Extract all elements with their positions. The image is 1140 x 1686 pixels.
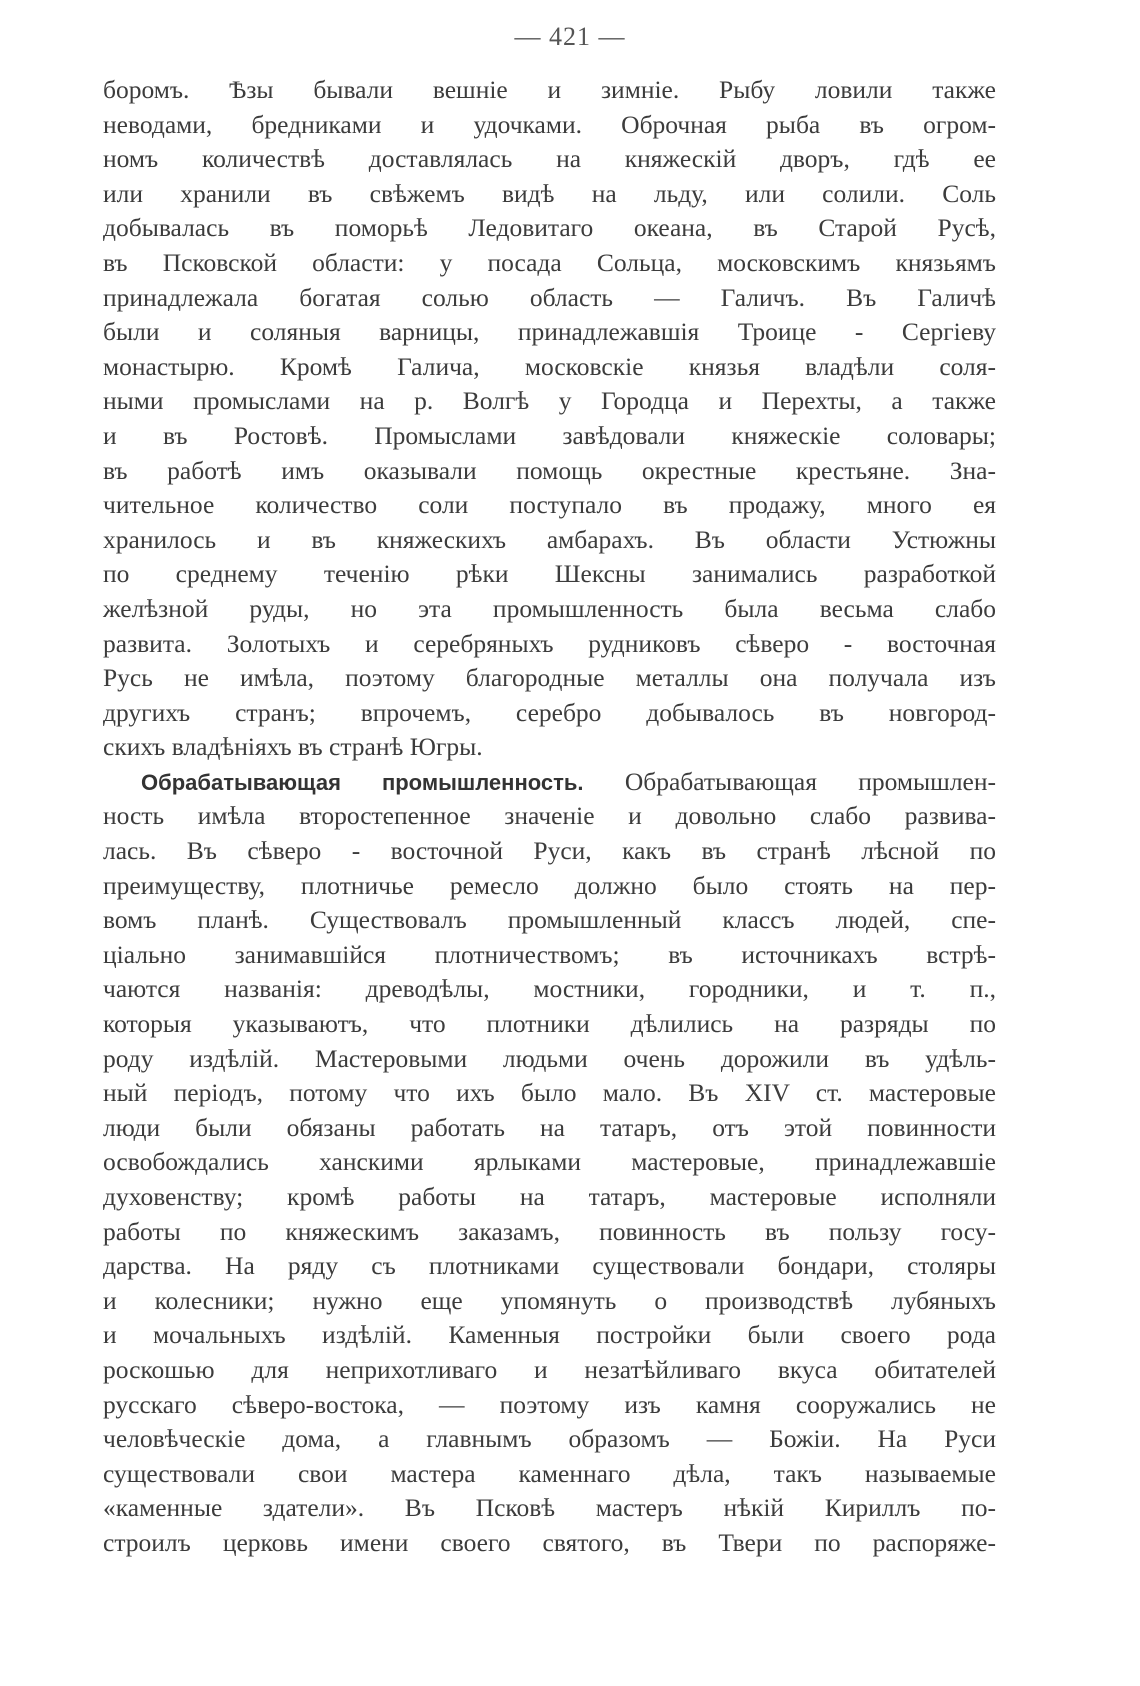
- text-line: боромъ. Ѣзы бывали вешніе и зимніе. Рыбу ловили также: [103, 75, 996, 104]
- text-line: строилъ церковь имени своего святого, въ Твери по распоряже-: [103, 1527, 996, 1557]
- text-line: ціально занимавшійся плотничествомъ; въ источникахъ встрѣ-: [103, 939, 996, 969]
- text-line: развита. Золотыхъ и серебряныхъ рудниковъ сѣверо - восточная: [103, 628, 996, 658]
- text-line: чительное количество соли поступало въ продажу, много ея: [103, 490, 996, 520]
- text-line: принадлежала богатая солью область — Галичъ. Въ Галичѣ: [103, 282, 996, 312]
- text-line: и въ Ростовѣ. Промыслами завѣдовали княжескіе соловары;: [103, 420, 996, 450]
- text-line: существовали свои мастера каменнаго дѣла, такъ называемые: [103, 1458, 996, 1488]
- text-line: духовенству; кромѣ работы на татаръ, мастеровые исполняли: [103, 1182, 996, 1211]
- text-line: человѣческіе дома, а главнымъ образомъ — Божіи. На Руси: [103, 1424, 996, 1454]
- text-line: монастырю. Кромѣ Галича, московскіе князья владѣли соля-: [103, 351, 996, 381]
- text-line: по среднему теченію рѣки Шексны занимались разработкой: [103, 559, 996, 589]
- text-line: роскошью для неприхотливаго и незатѣйливаго вкуса обитателей: [103, 1354, 996, 1384]
- text-line: чаются названія: древодѣлы, мостники, городники, и т. п.,: [103, 974, 996, 1004]
- text-line: русскаго сѣверо-востока, — поэтому изъ камня сооружались не: [103, 1389, 996, 1419]
- text-line: люди были обязаны работать на татаръ, отъ этой повинности: [103, 1112, 996, 1142]
- text-line: лась. Въ сѣверо - восточной Руси, какъ въ странѣ лѣсной по: [103, 836, 996, 866]
- text-line: дарства. На ряду съ плотниками существовали бондари, столяры: [103, 1251, 996, 1281]
- text-line: другихъ странъ; впрочемъ, серебро добывалось въ новгород-: [103, 697, 996, 727]
- section-first-line: [103, 765, 996, 800]
- text-line: Русь не имѣла, поэтому благородные металлы она получала изъ: [103, 663, 996, 693]
- text-line: и мочальныхъ издѣлій. Каменныя постройки были своего рода: [103, 1320, 996, 1350]
- text-line: вомъ планѣ. Существовалъ промышленный классъ людей, спе-: [103, 905, 996, 935]
- text-line: ность имѣла второстепенное значеніе и довольно слабо развива-: [103, 801, 996, 831]
- text-line: роду издѣлій. Мастеровыми людьми очень дорожили въ удѣль-: [103, 1043, 996, 1073]
- text-line: ный періодъ, потому что ихъ было мало. Въ XIV ст. мастеровые: [103, 1078, 996, 1108]
- paragraph-fishing-salt: [103, 73, 996, 765]
- text-line: скихъ владѣніяхъ въ странѣ Югры.: [103, 732, 483, 762]
- text-line: освобождались ханскими ярлыками мастеровые, принадлежавшіе: [103, 1147, 996, 1177]
- text-line: въ работѣ имъ оказывали помощь окрестные крестьяне. Зна-: [103, 455, 996, 485]
- body-text: [103, 73, 996, 1561]
- text-line: ными промыслами на р. Волгѣ у Городца и Перехты, а также: [103, 386, 996, 416]
- page-number: — 421 —: [514, 22, 626, 51]
- heading-line-text: Обрабатывающая промышлен-: [624, 766, 996, 796]
- text-line: добывалась въ поморьѣ Ледовитаго океана, въ Старой Русѣ,: [103, 213, 996, 243]
- text-line: были и соляныя варницы, принадлежавшія Троице - Сергіеву: [103, 317, 996, 347]
- section-heading: Обрабатывающая промышленность.: [141, 769, 584, 795]
- text-line: работы по княжескимъ заказамъ, повинность въ пользу госу-: [103, 1216, 996, 1246]
- paragraph-manufacturing: [103, 765, 996, 1561]
- text-line: въ Псковской области: у посада Сольца, московскимъ князьямъ: [103, 247, 996, 277]
- text-line: хранилось и въ княжескихъ амбарахъ. Въ области Устюжны: [103, 524, 996, 554]
- text-line: «каменные здатели». Въ Псковѣ мастеръ нѣкій Кириллъ по-: [103, 1493, 996, 1523]
- text-line: или хранили въ свѣжемъ видѣ на льду, или солили. Соль: [103, 178, 996, 208]
- text-line: и колесники; нужно еще упомянуть о производствѣ лубяныхъ: [103, 1285, 996, 1315]
- text-line: номъ количествѣ доставлялась на княжескій дворъ, гдѣ ее: [103, 144, 996, 174]
- text-line: неводами, бредниками и удочками. Оброчная рыба въ огром-: [103, 109, 996, 139]
- text-line: желѣзной руды, но эта промышленность была весьма слабо: [103, 593, 996, 623]
- text-line: преимуществу, плотничье ремесло должно было стоять на пер-: [103, 870, 996, 900]
- text-line: которыя указываютъ, что плотники дѣлились на разряды по: [103, 1009, 996, 1039]
